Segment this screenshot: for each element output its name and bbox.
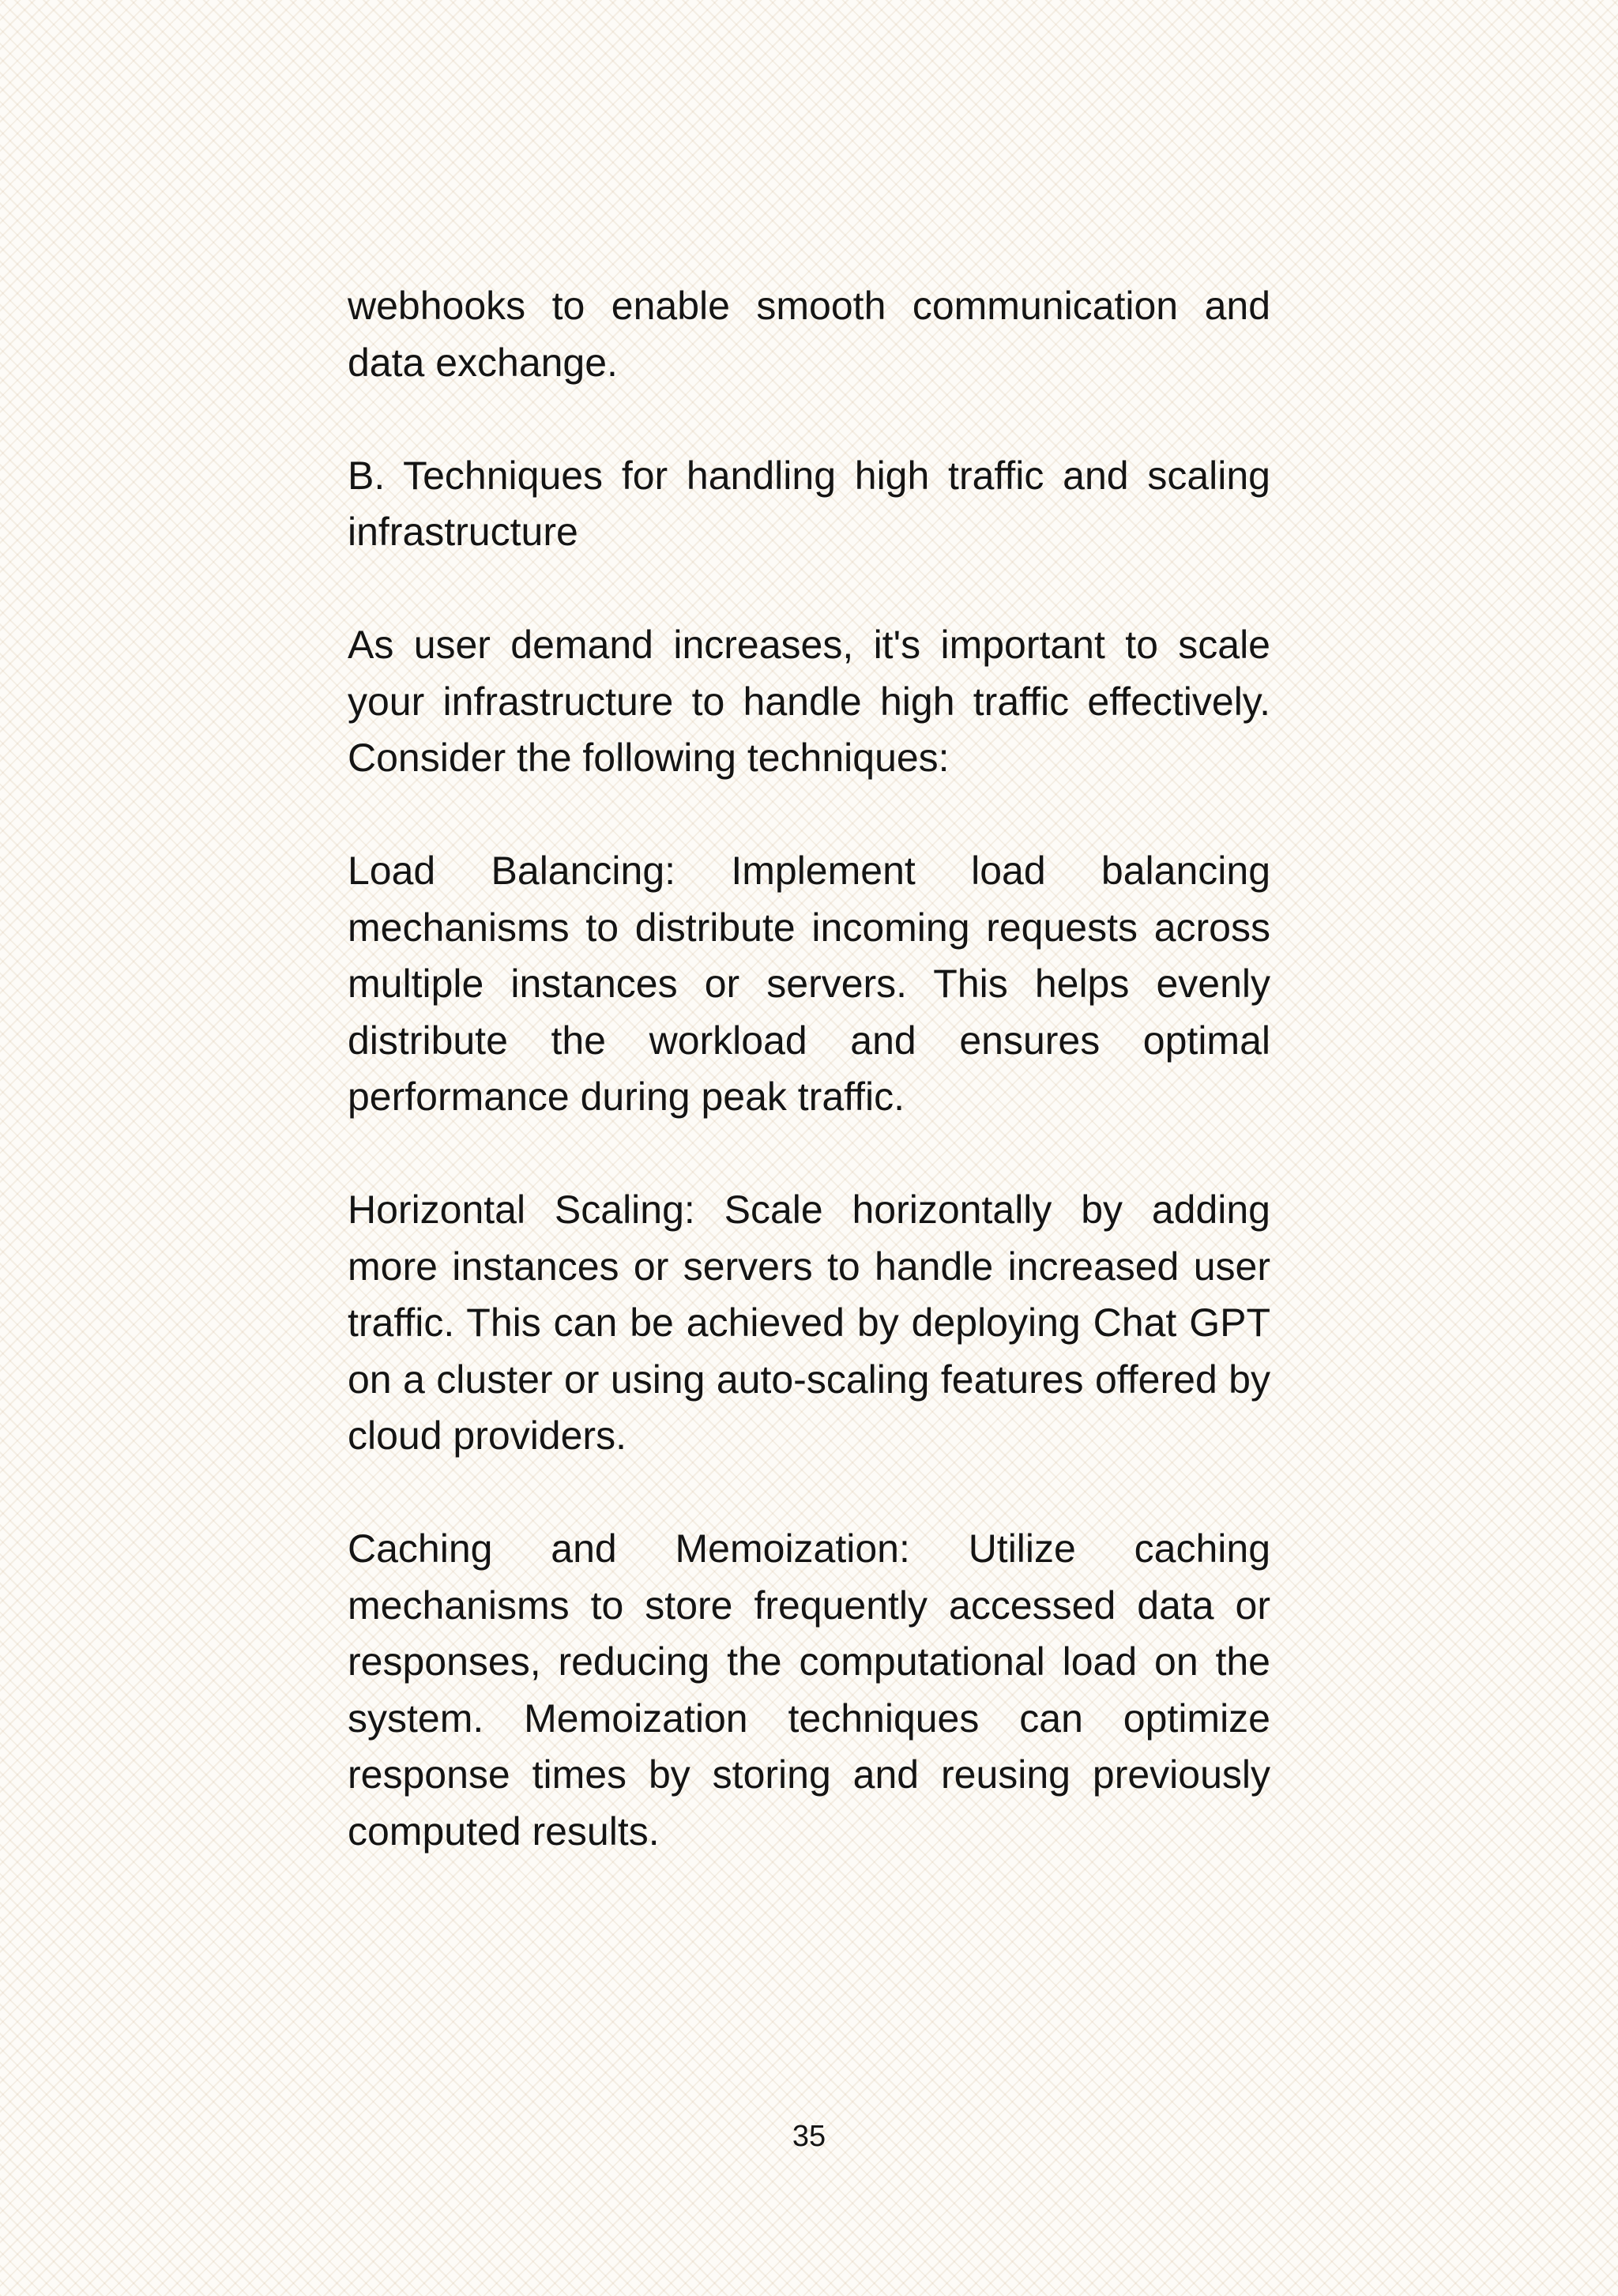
paragraph-intro: As user demand increases, it's important to scale your infrastructure to handle high traffic effectively. Consider the following techniques: [348,623,1270,780]
paragraph-horizontal-scaling: Horizontal Scaling: Scale horizontally by adding more instances or servers to handle increased user traffic. This can be achieved by deploying Chat GPT on a cluster or using auto-scaling features offered by cloud providers. [348,1188,1270,1458]
paragraph-continuation: webhooks to enable smooth communication and data exchange. [348,284,1270,385]
section-heading: B. Techniques for handling high traffic and scaling infrastructure [348,453,1270,554]
paragraph-caching-memoization: Caching and Memoization: Utilize caching mechanisms to store frequently accessed data or responses, reducing the computational load on the system. Memoization techniques can optimize response times by storing and reusing previously computed results. [348,1526,1270,1854]
body-text [348,278,1270,1917]
page-number: 35 [792,2120,826,2153]
paragraph-load-balancing: Load Balancing: Implement load balancing mechanisms to distribute incoming requests across multiple instances or servers. This helps evenly distribute the workload and ensures optimal performance during peak traffic. [348,849,1270,1119]
